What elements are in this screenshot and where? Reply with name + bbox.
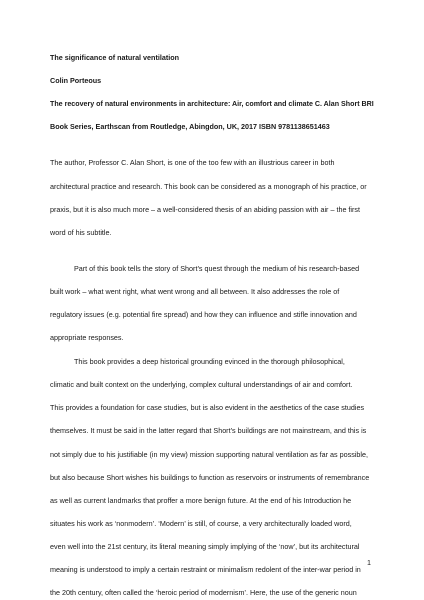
text-line: This book provides a deep historical grounding evinced in the thorough philosophical, <box>74 357 345 366</box>
text-line: appropriate responses. <box>50 333 124 342</box>
text-line: word of his subtitle. <box>50 228 112 237</box>
text-line: even well into the 21st century, its literal meaning simply implying of the ‘now’, but its architectural <box>50 542 360 551</box>
text-line: Part of this book tells the story of Short’s quest through the medium of his research-based <box>74 264 360 273</box>
text-line: but also because Short wishes his buildings to function as reservoirs or instruments of remembrance <box>50 473 370 482</box>
text-line: climatic and built context on the underlying, complex cultural understandings of air and comfort. <box>50 380 353 389</box>
review-publication: Book Series, Earthscan from Routledge, Abingdon, UK, 2017 ISBN 9781138651463 <box>50 122 330 131</box>
text-line: praxis, but it is also much more – a well-considered thesis of an abiding passion with air – the first <box>50 205 361 214</box>
review-title: The recovery of natural environments in architecture: Air, comfort and climate C. Alan Short BRI <box>50 99 374 108</box>
text-line: not simply due to his justifiable (in my view) mission supporting natural ventilation as far as possible, <box>50 450 368 459</box>
document-title: The significance of natural ventilation <box>50 53 179 62</box>
text-line: This provides a foundation for case studies, but is also evident in the aesthetics of the case studies <box>50 403 365 412</box>
page-number: 1 <box>367 558 371 567</box>
text-line: regulatory issues (e.g. potential fire spread) and how they can influence and stifle innovation and <box>50 310 357 319</box>
text-line: the 20th century, often called the ‘heroic period of modernism’. Here, the use of the generic noun <box>50 588 357 597</box>
text-line: as well as current landmarks that proffer a more benign future. At the end of his Introduction he <box>50 496 352 505</box>
text-line: built work – what went right, what went wrong and all between. It also addresses the role of <box>50 287 340 296</box>
text-line: situates his work as ‘nonmodern’. ‘Modern’ is still, of course, a very architecturally loaded word, <box>50 519 352 528</box>
author-name: Colin Porteous <box>50 76 102 85</box>
text-line: themselves. It must be said in the latter regard that Short’s buildings are not mainstream, and this is <box>50 426 367 435</box>
text-line: architectural practice and research. This book can be considered as a monograph of his practice, or <box>50 182 367 191</box>
text-line: The author, Professor C. Alan Short, is one of the too few with an illustrious career in both <box>50 158 335 167</box>
text-line: meaning is understood to imply a certain restraint or minimalism redolent of the inter-war period in <box>50 565 361 574</box>
